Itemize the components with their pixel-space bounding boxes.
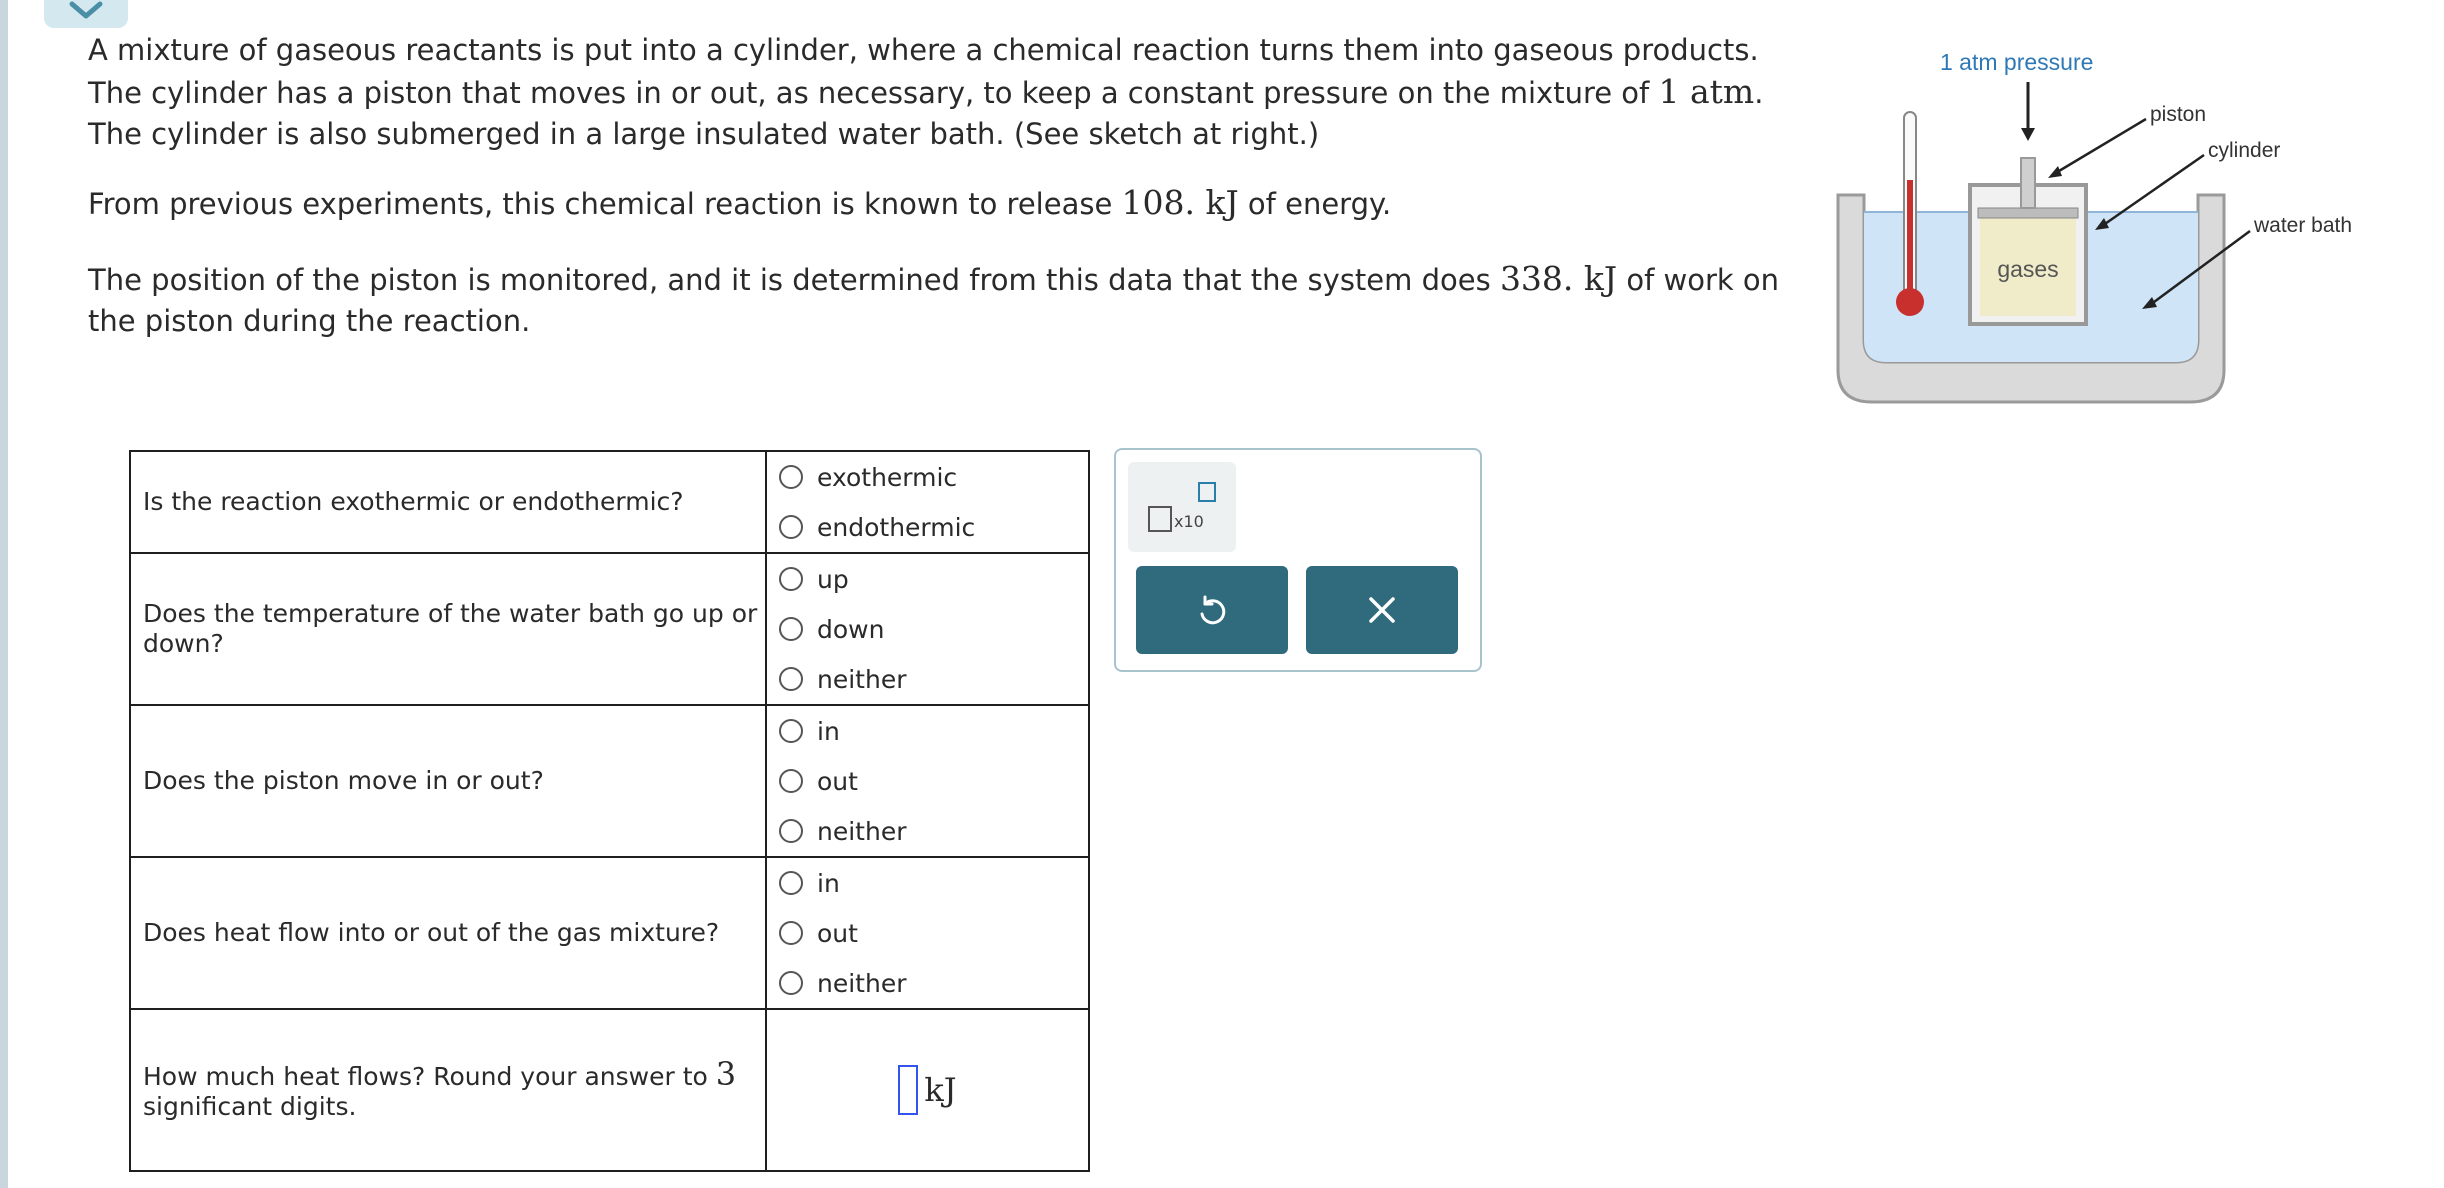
option-up[interactable]: up (767, 554, 1088, 604)
radio-button[interactable] (779, 871, 803, 895)
mantissa-box-icon (1148, 506, 1172, 532)
intro-paragraph-3: The position of the piston is monitored, and it is determined from this data that the system does 338. kJ of work on the piston during the reaction. (88, 259, 1780, 338)
answer-options (766, 705, 1089, 857)
radio-button[interactable] (779, 567, 803, 591)
radio-button[interactable] (779, 819, 803, 843)
gases-label: gases (1997, 256, 2059, 282)
radio-button[interactable] (779, 617, 803, 641)
question-prompt: How much heat flows? Round your answer to 3 significant digits. (130, 1009, 766, 1171)
question-row (130, 553, 1089, 705)
radio-button[interactable] (779, 667, 803, 691)
option-down[interactable]: down (767, 604, 1088, 654)
option-exothermic[interactable]: exothermic (767, 452, 1088, 502)
question-prompt: Is the reaction exothermic or endothermic? (130, 451, 766, 553)
radio-button[interactable] (779, 719, 803, 743)
collapse-tab[interactable] (44, 0, 128, 28)
answer-tools-panel (1114, 448, 1482, 672)
unit-label: kJ (924, 1071, 957, 1109)
radio-button[interactable] (779, 921, 803, 945)
intro-paragraph-2: From previous experiments, this chemical reaction is known to release 108. kJ of energy. (88, 183, 1392, 222)
clear-button[interactable] (1306, 566, 1458, 654)
question-row (130, 451, 1089, 553)
option-endothermic[interactable]: endothermic (767, 502, 1088, 552)
answer-options (766, 451, 1089, 553)
option-neither[interactable]: neither (767, 654, 1088, 704)
question-row (130, 705, 1089, 857)
question-table (129, 450, 1090, 1172)
water-bath-label: water bath (2254, 214, 2353, 237)
exponent-box-icon (1198, 482, 1216, 502)
answer-options (766, 857, 1089, 1009)
radio-button[interactable] (779, 971, 803, 995)
option-neither[interactable]: neither (767, 806, 1088, 856)
answer-options (766, 553, 1089, 705)
scientific-notation-button[interactable] (1128, 462, 1236, 552)
option-in[interactable]: in (767, 706, 1088, 756)
undo-button[interactable] (1136, 566, 1288, 654)
option-in[interactable]: in (767, 858, 1088, 908)
option-out[interactable]: out (767, 908, 1088, 958)
question-row (130, 857, 1089, 1009)
apparatus-sketch (1820, 40, 2380, 420)
undo-icon (1194, 592, 1230, 628)
question-row (130, 1009, 1089, 1171)
answer-cell (766, 1009, 1089, 1171)
question-prompt: Does the temperature of the water bath go up or down? (130, 553, 766, 705)
x10-label: x10 (1174, 512, 1204, 531)
intro-paragraph-1: A mixture of gaseous reactants is put into a cylinder, where a chemical reaction turns them into gaseous products. The cylinder has a piston that moves in or out, as necessary, to keep a constant pressure on the mixture of 1 atm. The cylinder is also submerged in a large insulated water bath. (See sketch at right.) (88, 33, 1764, 151)
cylinder-label: cylinder (2208, 139, 2281, 162)
pressure-label: 1 atm pressure (1940, 49, 2094, 75)
piston-label: piston (2150, 103, 2207, 126)
heat-answer-input[interactable] (898, 1065, 918, 1115)
radio-button[interactable] (779, 515, 803, 539)
question-prompt: Does heat flow into or out of the gas mixture? (130, 857, 766, 1009)
option-neither[interactable]: neither (767, 958, 1088, 1008)
close-icon (1367, 595, 1397, 625)
option-out[interactable]: out (767, 756, 1088, 806)
left-edge-bar (0, 0, 8, 1188)
chevron-down-icon (68, 0, 104, 20)
radio-button[interactable] (779, 769, 803, 793)
question-prompt: Does the piston move in or out? (130, 705, 766, 857)
radio-button[interactable] (779, 465, 803, 489)
